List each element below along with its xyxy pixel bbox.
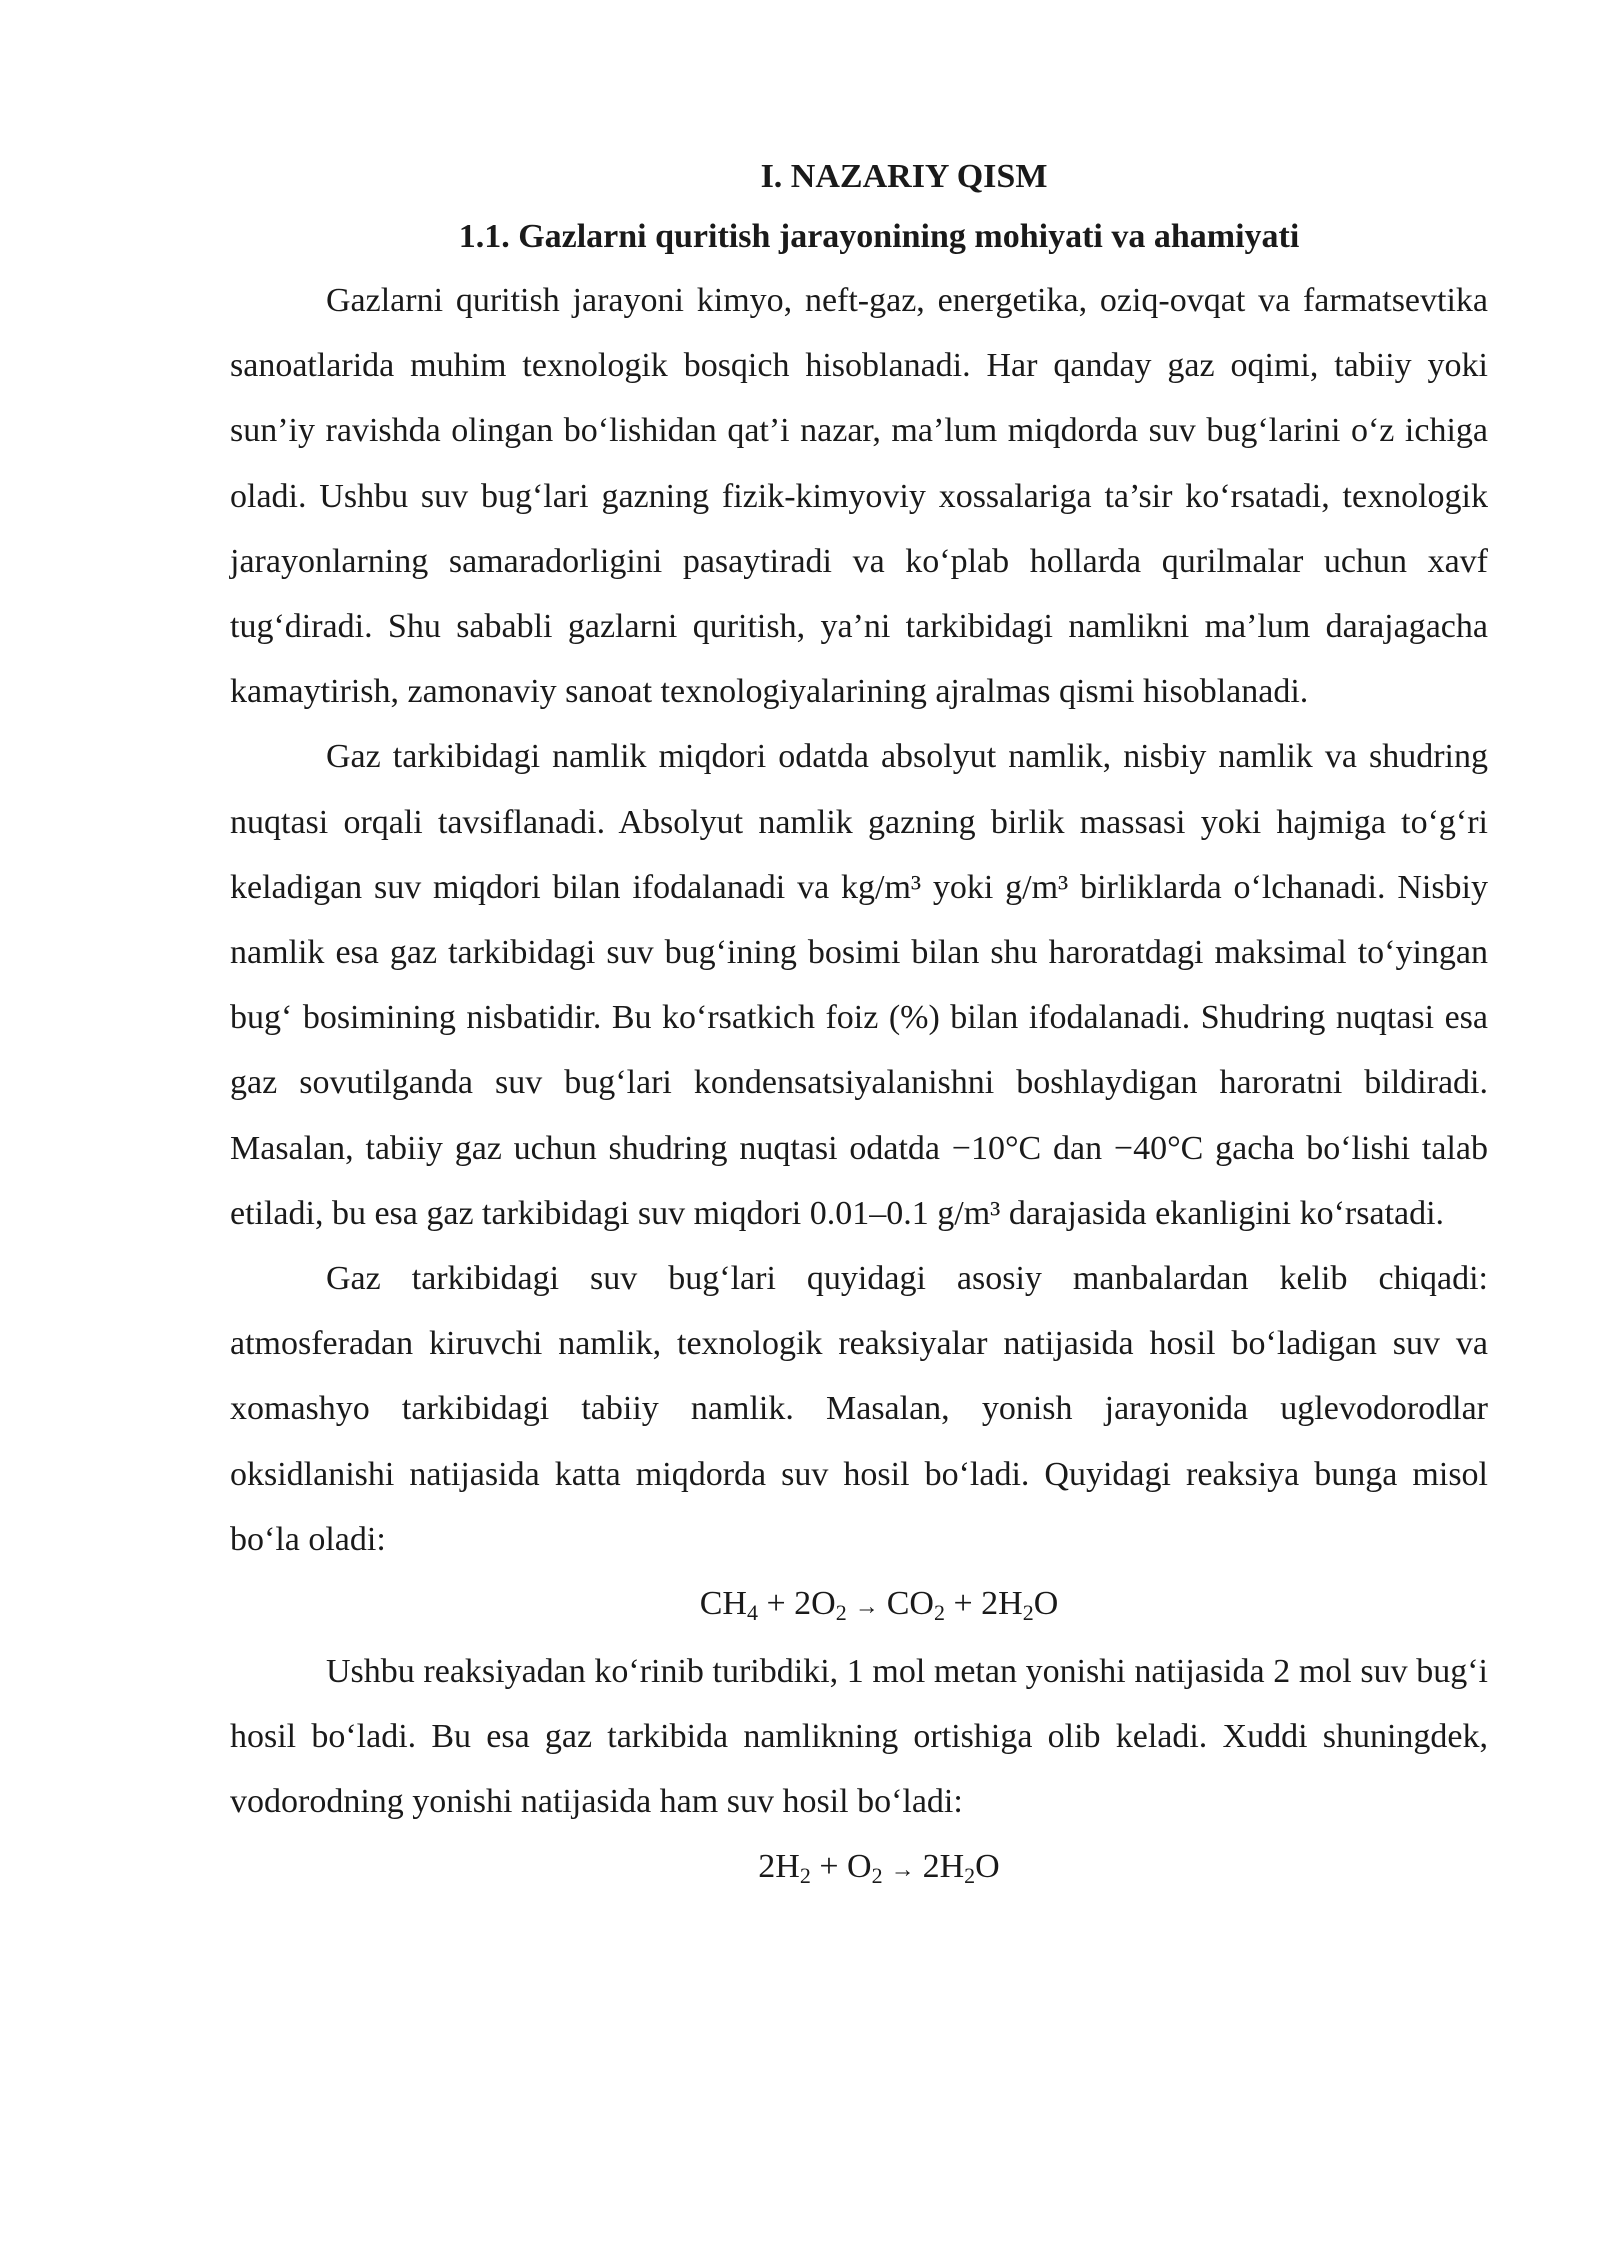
formula-text: 2H <box>922 1847 965 1885</box>
section-heading: I. NAZARIY QISM <box>760 158 1048 195</box>
formula-subscript: 2 <box>835 1600 847 1626</box>
formula-subscript: 2 <box>1022 1600 1034 1626</box>
formula-subscript: 4 <box>746 1600 758 1626</box>
formula-subscript: 2 <box>799 1862 811 1888</box>
formula-text: CH <box>699 1585 747 1623</box>
paragraph-1: Gazlarni quritish jarayoni kimyo, neft-gaz, energetika, oziq-ovqat va farmatsevtika sanoatlarida muhim texnologik bosqich hisoblanadi. Har qanday gaz oqimi, tabiiy yoki sun’iy ravishda olingan bo‘lishidan qat’i nazar, ma’lum miqdorda suv bug‘larini o‘z ichiga oladi. Ushbu suv bug‘lari gazning fizik-kimyoviy xossalariga ta’sir ko‘rsatadi, texnologik jarayonlarning samaradorligini pasaytiradi va ko‘plab hollarda qurilmalar uchun xavf tug‘diradi. Shu sababli gazlarni quritish, ya’ni tarkibidagi namlikni ma’lum darajagacha kamaytirish, zamonaviy sanoat texnologiyalarining ajralmas qismi hisoblanadi. <box>230 282 1488 711</box>
hydrogen-combustion-equation <box>230 1835 1488 1902</box>
paragraph-2: Gaz tarkibidagi namlik miqdori odatda absolyut namlik, nisbiy namlik va shudring nuqtasi orqali tavsiflanadi. Absolyut namlik gazning birlik massasi yoki hajmiga to‘g‘ri keladigan suv miqdori bilan ifodalanadi va kg/m³ yoki g/m³ birliklarda o‘lchanadi. Nisbiy namlik esa gaz tarkibidagi suv bug‘ining bosimi bilan shu haroratdagi maksimal to‘yingan bug‘ bosimining nisbatidir. Bu ko‘rsatkich foiz (%) bilan ifodalanadi. Shudring nuqtasi esa gaz sovutilganda suv bug‘lari kondensatsiyalanishni boshlaydigan haroratni bildiradi. Masalan, tabiiy gaz uchun shudring nuqtasi odatda −10°C dan −40°C gacha bo‘lishi talab etiladi, bu esa gaz tarkibidagi suv miqdori 0.01–0.1 g/m³ darajasida ekanligini ko‘rsatadi. <box>230 738 1488 1232</box>
paragraph-3: Gaz tarkibidagi suv bug‘lari quyidagi asosiy manbalardan kelib chiqadi: atmosferadan kiruvchi namlik, texnologik reaksiyalar natijasida hosil bo‘ladigan suv va xomashyo tarkibidagi tabiiy namlik. Masalan, yonish jarayonida uglevodorodlar oksidlanishi natijasida katta miqdorda suv hosil bo‘ladi. Quyidagi reaksiya bunga misol bo‘la oladi: <box>230 1260 1488 1558</box>
formula-subscript: 2 <box>871 1862 883 1888</box>
formula-subscript: 2 <box>933 1600 945 1626</box>
formula-text: + O <box>819 1847 872 1885</box>
paragraph-4: Ushbu reaksiyadan ko‘rinib turibdiki, 1 mol metan yonishi natijasida 2 mol suv bug‘i hosil bo‘ladi. Bu esa gaz tarkibida namlikning ortishiga olib keladi. Xuddi shuningdek, vodorodning yonishi natijasida ham suv hosil bo‘ladi: <box>230 1653 1488 1821</box>
formula-text: 2H <box>758 1847 800 1885</box>
reaction-arrow-icon: → <box>854 1594 879 1621</box>
formula-text: + 2H <box>953 1585 1023 1623</box>
formula-text: O <box>1033 1585 1059 1623</box>
formula-text: O <box>975 1847 1000 1885</box>
subsection-heading: 1.1. Gazlarni quritish jarayonining mohiyati va ahamiyati <box>458 218 1300 255</box>
document-page <box>230 148 1488 1902</box>
formula-text: CO <box>886 1585 934 1623</box>
formula-text: + 2O <box>766 1585 836 1623</box>
formula-subscript: 2 <box>964 1862 976 1888</box>
reaction-arrow-icon: → <box>890 1856 915 1883</box>
methane-combustion-equation <box>230 1572 1488 1639</box>
